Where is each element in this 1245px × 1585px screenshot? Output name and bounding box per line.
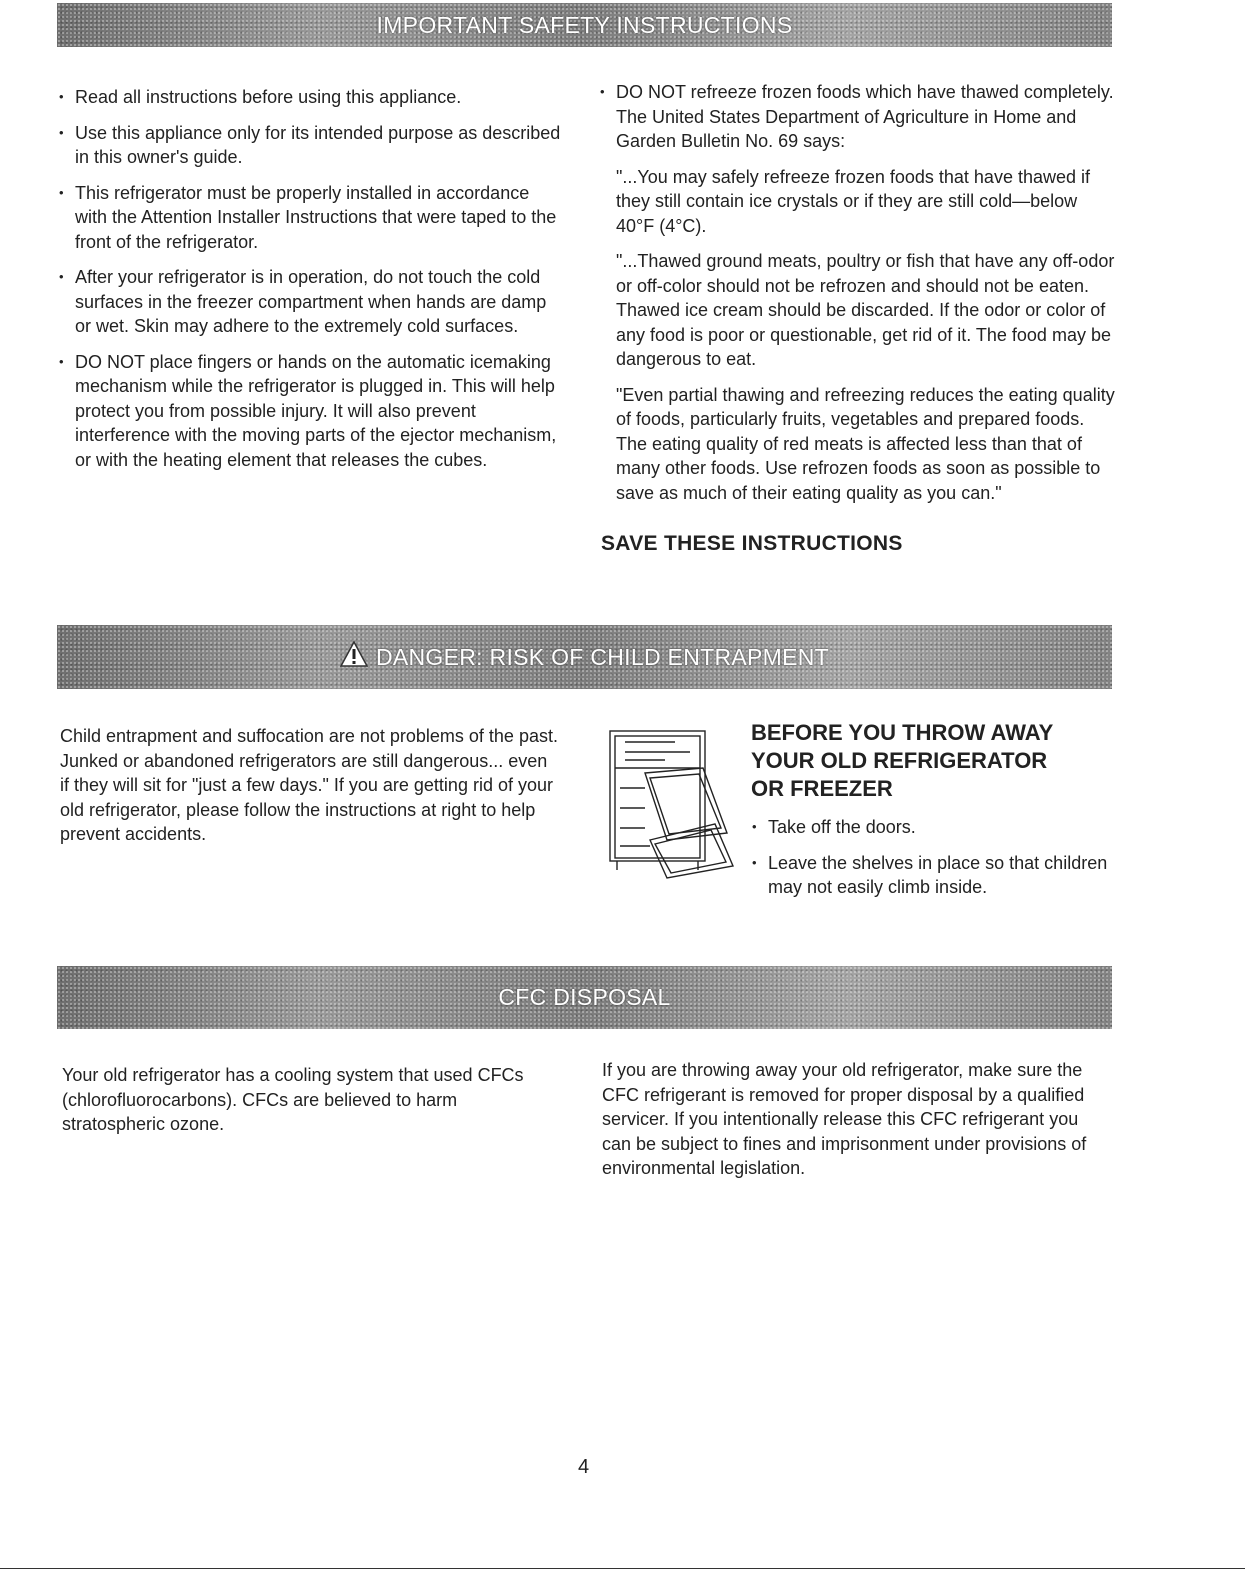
safety-bullet: • After your refrigerator is in operation, do not touch the cold surfaces in the freezer compartment when hands are damp or wet. Skin may adhere to the extremely cold surfaces. (59, 265, 564, 339)
cfc-left-text: Your old refrigerator has a cooling system that used CFCs (chlorofluorocarbons). CFCs are believed to harm stratospheric ozone. (62, 1065, 524, 1134)
safety-bullet: • DO NOT place fingers or hands on the automatic icemaking mechanism while the refrigerator is plugged in. This will help protect you from possible injury. It will also prevent interference with the moving parts of the ejector mechanism, or with the heating element that releases the cubes. (59, 350, 564, 473)
warning-triangle-icon (340, 641, 368, 673)
danger-bullets (752, 815, 1132, 911)
safety-left-column (59, 85, 564, 483)
safety-bullet: • Use this appliance only for its intended purpose as described in this owner's guide. (59, 121, 564, 170)
heading-line: OR FREEZER (751, 776, 893, 801)
safety-bullet: • Read all instructions before using this appliance. (59, 85, 564, 110)
heading-line: BEFORE YOU THROW AWAY (751, 720, 1054, 745)
safety-right-column (600, 80, 1115, 516)
usda-quote: "Even partial thawing and refreezing reduces the eating quality of foods, particularly fruits, vegetables and prepared foods. The eating quality of red meats is affected less than that of many other foods. Use refrozen foods as soon as possible to save as much of their eating quality as you can." (616, 384, 1115, 503)
safety-bullet: • This refrigerator must be properly installed in accordance with the Attention Installer Instructions that were taped to the front of the refrigerator. (59, 181, 564, 255)
refreeze-bullet: • DO NOT refreeze frozen foods which have thawed completely. The United States Department of Agriculture in Home and Garden Bulletin No. 69 says: (600, 80, 1115, 154)
bottom-rule (0, 1568, 1245, 1569)
page-number: 4 (578, 1456, 590, 1478)
cfc-banner (57, 966, 1112, 1029)
cfc-right-text: If you are throwing away your old refrigerator, make sure the CFC refrigerant is removed for proper disposal by a qualified servicer. If you intentionally release this CFC refrigerant you can be subject to fines and imprisonment under provisions of environmental legislation. (602, 1060, 1087, 1178)
safety-banner (57, 3, 1112, 47)
cfc-banner-title: CFC DISPOSAL (498, 984, 671, 1010)
refrigerator-illustration (605, 728, 740, 888)
danger-intro: Child entrapment and suffocation are not problems of the past. Junked or abandoned refrigerators are still dangerous... even if they will sit for "just a few days." If you are getting rid of your old refrigerator, please follow the instructions at right to help prevent accidents. (60, 726, 558, 844)
danger-bullet: • Take off the doors. (752, 815, 1132, 840)
usda-quote: "...Thawed ground meats, poultry or fish that have any off-odor or off-color should not be refrozen and should not be eaten. Thawed ice cream should be discarded. If the odor or color of any food is poor or questionable, get rid of it. The food may be dangerous to eat. (616, 251, 1115, 369)
heading-line: YOUR OLD REFRIGERATOR (751, 748, 1048, 773)
danger-banner-title: DANGER: RISK OF CHILD ENTRAPMENT (375, 643, 830, 670)
danger-bullet: • Leave the shelves in place so that children may not easily climb inside. (752, 851, 1132, 900)
save-instructions-heading: SAVE THESE INSTRUCTIONS (601, 532, 903, 555)
safety-banner-title: IMPORTANT SAFETY INSTRUCTIONS (376, 11, 793, 38)
danger-banner (57, 625, 1112, 689)
usda-quote: "...You may safely refreeze frozen foods that have thawed if they still contain ice crystals or if they are still cold—below 40°F (4°C). (616, 166, 1090, 236)
before-throw-away-heading (751, 719, 1131, 803)
